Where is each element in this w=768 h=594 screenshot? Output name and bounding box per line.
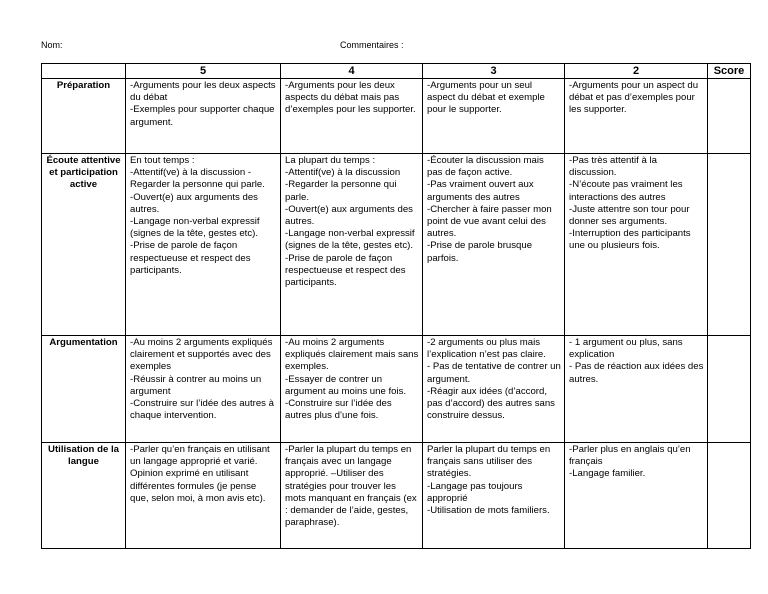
score-cell[interactable]: [708, 443, 751, 549]
table-row: [42, 336, 751, 443]
cell-text: -Parler qu’en français en utilisant un langage approprié et varié. Opinion exprimé en utilisant différentes formules (je pense que, selon moi, à mon avis etc).: [130, 444, 270, 504]
level-3-cell: [423, 336, 565, 443]
table-row: [42, 443, 751, 549]
header-row: [42, 64, 751, 79]
header-level-3: 3: [423, 64, 565, 79]
header-level-5: 5: [126, 64, 281, 79]
level-4-cell: [281, 443, 423, 549]
cell-text: -Écouter la discussion mais pas de façon active. -Pas vraiment ouvert aux arguments des autres -Chercher à faire passer mon point de vue avant celui des autres. -Prise de parole brusque parfois.: [427, 155, 552, 264]
cell-text: -Parler la plupart du temps en français avec un langage approprié. –Utiliser des stratégies pour trouver les mots manquant en français (ex : demander de l’aide, gestes, paraphrase).: [285, 444, 417, 529]
cell-text: -Pas très attentif à la discussion. -N’écoute pas vraiment les interactions des autres -Juste attentre son tour pour donner ses arguments. -Interruption des participants une ou plusieurs fois.: [569, 155, 691, 252]
header-score: Score: [708, 64, 751, 79]
cell-text: -Arguments pour les deux aspects du débat -Exemples pour supporter chaque argument.: [130, 80, 276, 128]
criterion-cell: Écoute attentive et participation active: [42, 154, 126, 336]
level-3-cell: [423, 154, 565, 336]
table-row: [42, 79, 751, 154]
cell-text: - 1 argument ou plus, sans explication - Pas de réaction aux idées des autres.: [569, 337, 704, 385]
nom-label: Nom:: [41, 40, 63, 50]
cell-text: -Arguments pour un aspect du débat et pas d’exemples pour les supporter.: [569, 80, 699, 116]
level-4-cell: [281, 154, 423, 336]
level-2-cell: [565, 154, 708, 336]
score-cell[interactable]: [708, 79, 751, 154]
level-2-cell: [565, 443, 708, 549]
level-5-cell: [126, 79, 281, 154]
level-3-cell: [423, 79, 565, 154]
cell-text: -Arguments pour un seul aspect du débat et exemple pour le supporter.: [427, 80, 545, 116]
rubric-table: [41, 63, 751, 549]
cell-text: Parler la plupart du temps en français sans utiliser des stratégies. -Langage pas toujours approprié -Utilisation de mots familiers.: [427, 444, 551, 517]
criterion-cell: Utilisation de la langue: [42, 443, 126, 549]
score-cell[interactable]: [708, 154, 751, 336]
level-2-cell: [565, 79, 708, 154]
level-4-cell: [281, 79, 423, 154]
level-5-cell: [126, 443, 281, 549]
header-level-4: 4: [281, 64, 423, 79]
criterion-cell: Argumentation: [42, 336, 126, 443]
cell-text: -Au moins 2 arguments expliqués clairement et supportés avec des exemples -Réussir à contrer au moins un argument -Construire sur l’idée des autres à chaque intervention.: [130, 337, 274, 422]
cell-text: En tout temps : -Attentif(ve) à la discussion - Regarder la personne qui parle. -Ouvert(e) aux arguments des autres. -Langage non-verbal expressif (signes de la tête, gestes etc). -Prise de parole de façon respectueuse et respect des participants.: [130, 155, 265, 276]
cell-text: -Parler plus en anglais qu’en français -Langage familier.: [569, 444, 691, 480]
cell-text: -Arguments pour les deux aspects du débat mais pas d’exemples pour les supporter.: [285, 80, 416, 116]
header-level-2: 2: [565, 64, 708, 79]
score-cell[interactable]: [708, 336, 751, 443]
header-criterion: [42, 64, 126, 79]
commentaires-label: Commentaires :: [340, 40, 404, 50]
level-5-cell: [126, 154, 281, 336]
cell-text: -Au moins 2 arguments expliqués clairement mais sans exemples. -Essayer de contrer un argument au moins une fois. -Construire sur l’idée des autres plus d’une fois.: [285, 337, 419, 422]
criterion-cell: Préparation: [42, 79, 126, 154]
level-4-cell: [281, 336, 423, 443]
level-5-cell: [126, 336, 281, 443]
cell-text: La plupart du temps : -Attentif(ve) à la discussion -Regarder la personne qui parle. -Ouvert(e) aux arguments des autres. -Langage non-verbal expressif (signes de la tête, gestes etc). -Prise de parole de façon respectueuse et respect des participants.: [285, 155, 415, 289]
level-2-cell: [565, 336, 708, 443]
level-3-cell: [423, 443, 565, 549]
cell-text: -2 arguments ou plus mais l’explication n’est pas claire. - Pas de tentative de contrer un argument. -Réagir aux idées (d’accord, pas d’accord) des autres sans construire dessus.: [427, 337, 561, 422]
table-row: [42, 154, 751, 336]
